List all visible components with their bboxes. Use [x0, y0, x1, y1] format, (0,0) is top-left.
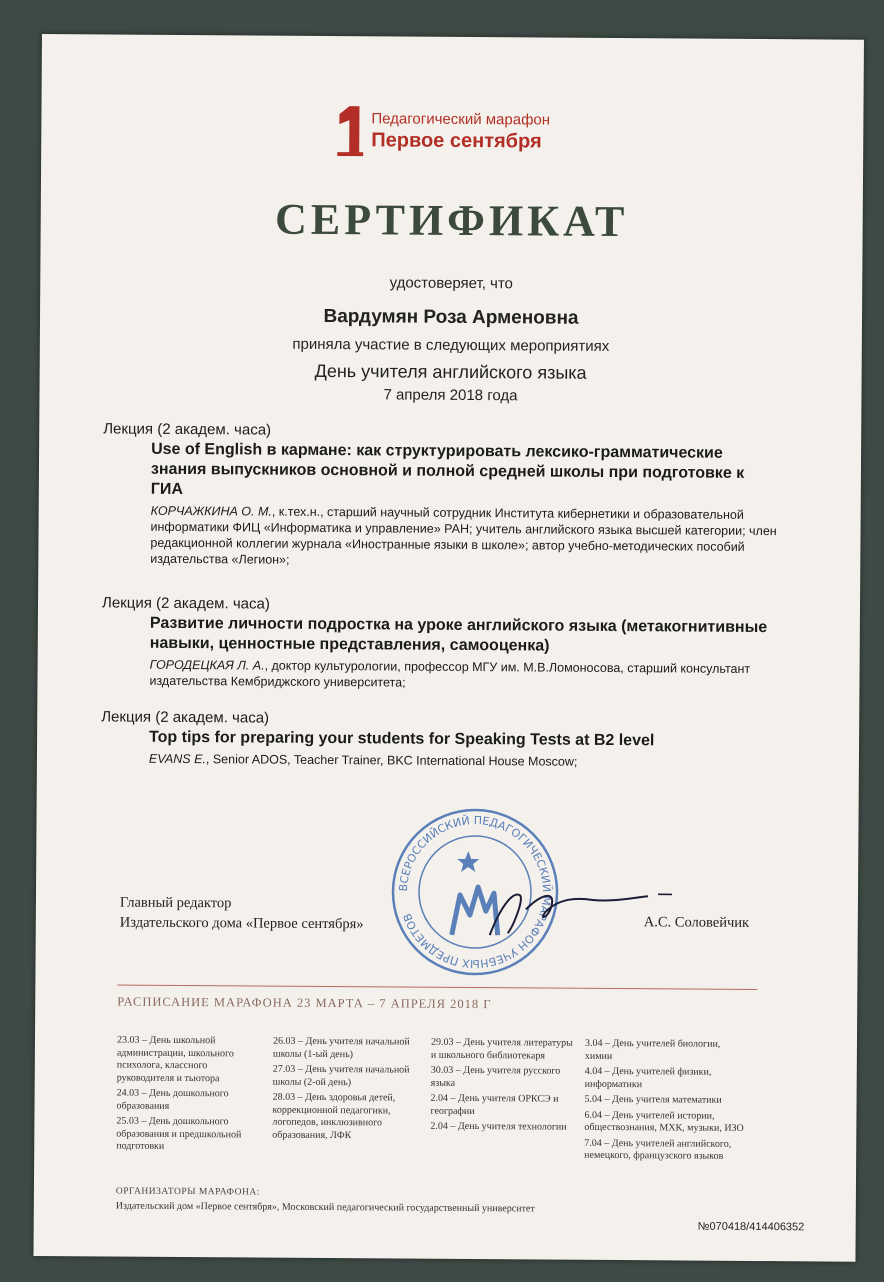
number-one-logo-icon: [337, 104, 365, 156]
certificate-sheet: [33, 34, 864, 1262]
lecture-title-line: ГИА: [150, 480, 184, 498]
author-line: , к.тех.н., старший научный сотрудник Института кибернетики и образовательной: [271, 504, 744, 522]
event-name: День учителя английского языка: [314, 360, 587, 383]
lecture-type: Лекция (2 академ. часа): [101, 708, 270, 727]
lecture-author: [149, 751, 801, 772]
lecture-title: [149, 728, 801, 753]
lecture-block: [102, 420, 803, 571]
organizers-label: ОРГАНИЗАТОРЫ МАРАФОНА:: [115, 1186, 260, 1198]
schedule-item: 6.04 – День учителей истории, обществознания, МХК, музыки, ИЗО: [584, 1109, 744, 1134]
author-name: EVANS E.: [148, 751, 206, 767]
lecture-title-line: знания выпускников основной и полной средней школы при подготовке к: [150, 460, 745, 482]
schedule-item: 3.04 – День учителей биологии, химии: [584, 1037, 721, 1062]
author-name: ГОРОДЕЦКАЯ Л. А.: [149, 657, 265, 673]
schedule-item: 29.03 – День учителя литературы и школьного библиотекаря: [430, 1036, 573, 1062]
schedule-column: [584, 1038, 745, 1167]
schedule-item: 25.03 – День дошкольного образования и предшкольной подготовки: [116, 1115, 242, 1152]
schedule-item: 2.04 – День учителя ОРКСЭ и географии: [430, 1092, 559, 1117]
schedule-column: [430, 1037, 579, 1138]
lecture-title: [151, 440, 803, 505]
author-line: , Senior ADOS, Teacher Trainer, BKC International House Moscow;: [205, 752, 578, 769]
author-line: , доктор культурологии, профессор МГУ им. М.В.Ломоносова, старший консультант: [264, 658, 751, 676]
marathon-logo: [337, 104, 587, 166]
lecture-block: [101, 708, 801, 771]
schedule-item: 30.03 – День учителя русского языка: [430, 1064, 561, 1089]
schedule-item: 4.04 – День учителей физики, информатики: [584, 1065, 712, 1090]
schedule-item: 5.04 – День учителя математики: [584, 1093, 722, 1106]
organizers-text: Издательский дом «Первое сентября», Московский педагогический государственный университет: [115, 1200, 535, 1215]
author-line: редакционной коллегии журнала «Иностранные языки в школе»; автор учебно-методических пособий: [150, 535, 745, 554]
lecture-type: Лекция (2 академ. часа): [101, 594, 270, 613]
logo-line-1: Педагогический марафон: [371, 110, 551, 129]
lecture-author: [149, 657, 801, 694]
editor-title: Главный редактор: [119, 894, 232, 912]
editor-name: А.С. Соловейчик: [643, 914, 750, 931]
lecture-block: [101, 594, 802, 693]
lecture-title: [150, 614, 802, 659]
lecture-title-line: навыки, ценностные представления, самооценка): [149, 634, 550, 655]
schedule-item: 28.03 – День здоровья детей, коррекционной педагогики, логопедов, инклюзивного образования, ЛФК: [272, 1091, 396, 1141]
schedule-column: [272, 1036, 425, 1146]
schedule-item: 24.03 – День дошкольного образования: [116, 1087, 229, 1112]
lecture-title-line: Use of English в кармане: как структурировать лексико-грамматические: [151, 440, 723, 462]
schedule-item: 27.03 – День учителя начальной школы (2-ой день): [272, 1063, 410, 1088]
certificate-title: СЕРТИФИКАТ: [274, 194, 629, 247]
lecture-title-line: Top tips for preparing your students for Speaking Tests at B2 level: [149, 728, 655, 750]
stamp-ring-text: ВСЕРОССИЙСКИЙ ПЕДАГОГИЧЕСКИЙ МАРАФОН УЧЕБНЫХ ПРЕДМЕТОВ: [396, 813, 554, 971]
recipient-name: Вардумян Роза Арменовна: [323, 305, 579, 329]
schedule-title: РАСПИСАНИЕ МАРАФОНА 23 МАРТА – 7 АПРЕЛЯ 2018 Г: [117, 994, 492, 1012]
logo-line-2: Первое сентября: [371, 129, 542, 153]
event-date: 7 апреля 2018 года: [383, 386, 518, 405]
certifies-text: удостоверяет, что: [389, 274, 513, 293]
schedule-item: 7.04 – День учителей английского, немецкого, французского языков: [584, 1137, 732, 1162]
handwritten-signature: [480, 873, 680, 944]
schedule-item: 2.04 – День учителя технологии: [430, 1120, 567, 1133]
lecture-title-line: Развитие личности подростка на уроке английского языка (метакогнитивные: [149, 614, 768, 637]
participation-text: приняла участие в следующих мероприятиях: [292, 335, 610, 355]
serial-number: №070418/414406352: [697, 1220, 805, 1234]
lecture-author: [150, 503, 802, 572]
lecture-type: Лекция (2 академ. часа): [103, 420, 272, 439]
author-line: издательства Кембриджского университета;: [149, 673, 406, 690]
author-line: информатики ФИЦ «Информатика и управление» РАН; учитель английского языка высшей категории; член: [150, 519, 777, 539]
schedule-item: 23.03 – День школьной администрации, школьного психолога, классного руководителя и тьютора: [116, 1034, 234, 1084]
editor-publisher: Издательского дома «Первое сентября»: [119, 914, 364, 933]
author-line: издательства «Легион»;: [150, 551, 290, 567]
author-name: КОРЧАЖКИНА О. М.: [150, 503, 272, 519]
schedule-column: [116, 1035, 267, 1158]
schedule-item: 26.03 – День учителя начальной школы (1-ый день): [272, 1035, 410, 1060]
editor-block: [120, 893, 364, 935]
divider: [117, 985, 757, 990]
